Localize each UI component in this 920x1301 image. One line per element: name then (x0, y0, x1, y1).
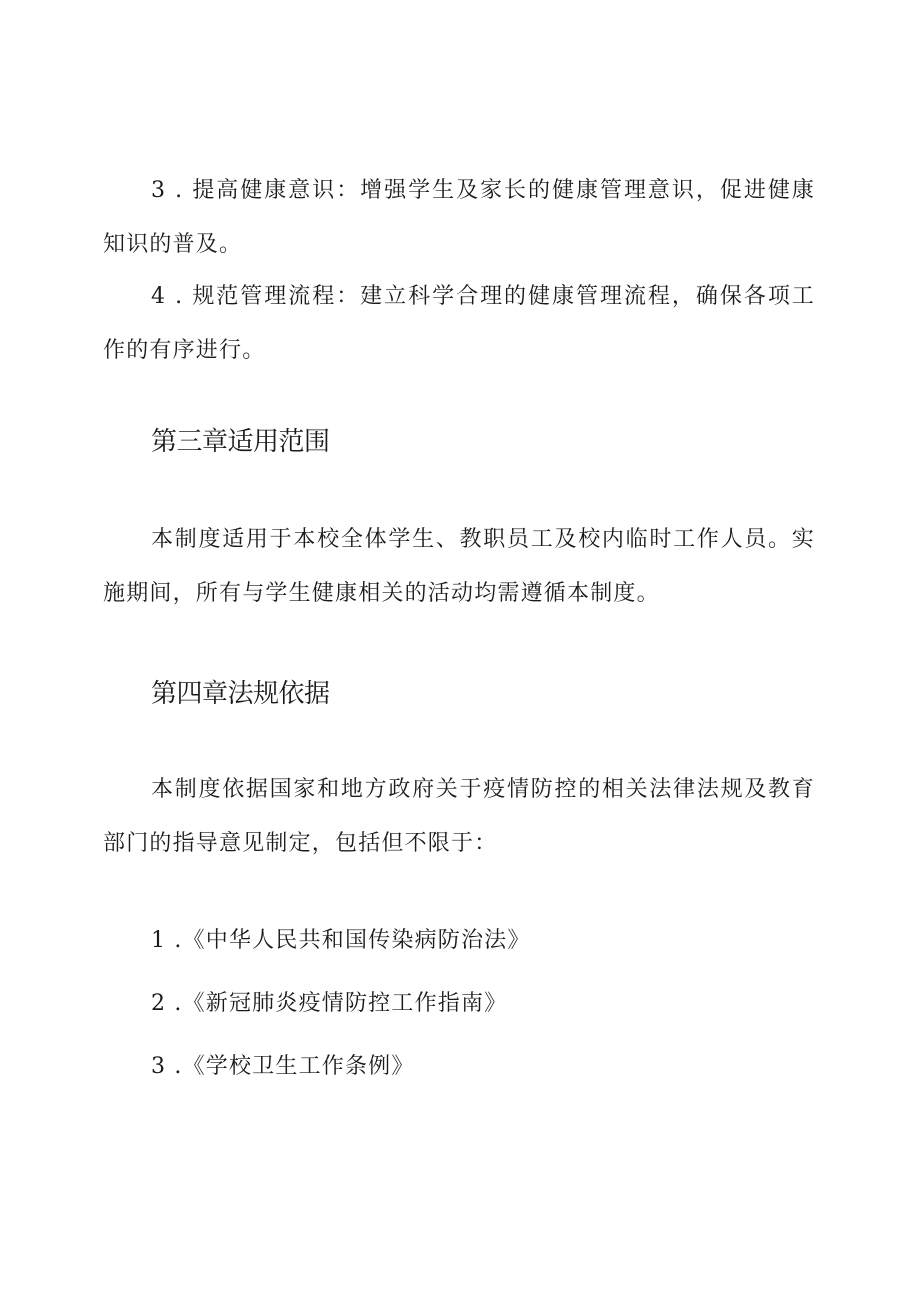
law-item-3: 3 .《学校卫生工作条例》 (151, 1054, 415, 1079)
chapter-3-body: 本制度适用于本校全体学生、教职员工及校内临时工作人员。实施期间，所有与学生健康相关的活动均需遵循本制度。 (103, 527, 815, 606)
chapter-3-title: 第三章适用范围 (151, 427, 330, 457)
objective-item-4: 4 . 规范管理流程：建立科学合理的健康管理流程，确保各项工作的有序进行。 (103, 284, 815, 363)
objective-item-3: 3 . 提高健康意识：增强学生及家长的健康管理意识，促进健康知识的普及。 (103, 178, 815, 257)
law-item-2: 2 .《新冠肺炎疫情防控工作指南》 (151, 991, 508, 1016)
chapter-4-title: 第四章法规依据 (151, 679, 330, 709)
chapter-4-body: 本制度依据国家和地方政府关于疫情防控的相关法律法规及教育部门的指导意见制定，包括但不限于： (103, 777, 815, 856)
law-item-1: 1 .《中华人民共和国传染病防治法》 (151, 928, 531, 953)
